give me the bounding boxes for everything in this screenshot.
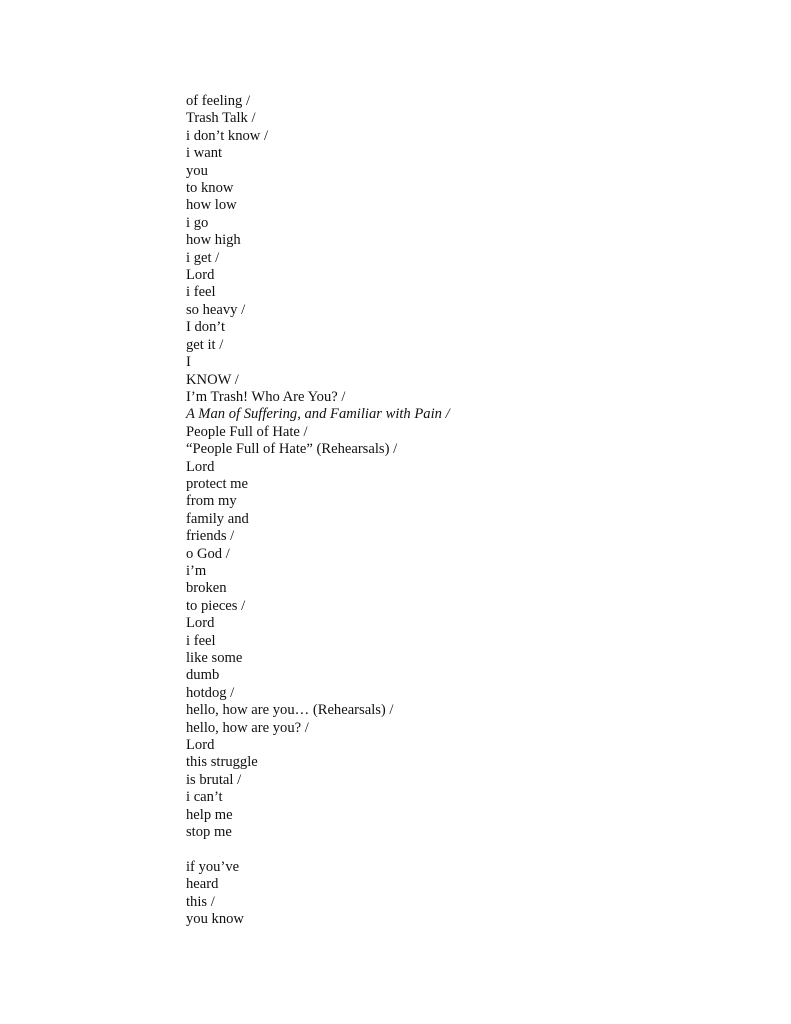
poem-line: this struggle: [186, 754, 258, 771]
poem-line: friends /: [186, 528, 235, 545]
poem-line: i go: [186, 214, 209, 231]
poem-line: I: [186, 354, 191, 371]
poem-line: People Full of Hate /: [186, 423, 308, 440]
poem-line: this /: [186, 893, 215, 910]
poem-line: is brutal /: [186, 771, 242, 788]
poem-line: o God /: [186, 545, 230, 562]
poem-line: i want: [186, 145, 223, 162]
poem-line: you know: [186, 911, 244, 928]
poem-line: I’m Trash! Who Are You? /: [186, 388, 346, 405]
poem-line: how low: [186, 197, 237, 214]
poem-line: hello, how are you… (Rehearsals) /: [186, 702, 394, 719]
poem-line: of feeling /: [186, 93, 251, 109]
poem-line: broken: [186, 580, 227, 597]
poem-line: to know: [186, 180, 234, 197]
poem-line: Trash Talk /: [186, 110, 256, 127]
poem-line: i get /: [186, 249, 220, 266]
poem-line: protect me: [186, 475, 248, 492]
poem-line: like some: [186, 650, 243, 666]
poem-line: i can’t: [186, 789, 223, 806]
poem-line: “People Full of Hate” (Rehearsals) /: [186, 441, 398, 458]
poem-line: Lord: [186, 458, 215, 475]
poem-line: hotdog /: [186, 684, 235, 701]
poem-line: hello, how are you? /: [186, 719, 309, 736]
poem-line: to pieces /: [186, 597, 246, 614]
poem-line: i feel: [186, 632, 216, 649]
poem-text: [186, 93, 450, 929]
poem-line: so heavy /: [186, 301, 246, 318]
poem-line: KNOW /: [186, 371, 239, 388]
poem-line: you: [186, 162, 208, 179]
poem-line: Lord: [186, 737, 215, 754]
poem-line: from my: [186, 493, 237, 510]
poem-line: i feel: [186, 284, 216, 301]
poem-line: A Man of Suffering, and Familiar with Pain /: [186, 406, 450, 423]
poem-line: I don’t: [186, 319, 226, 336]
poem-line: help me: [186, 806, 233, 823]
poem-line: Lord: [186, 615, 215, 632]
poem-line: how high: [186, 232, 241, 249]
poem-line: stop me: [186, 824, 232, 841]
poem-line: heard: [186, 876, 219, 893]
poem-line: i’m: [186, 562, 207, 579]
poem-line: i don’t know /: [186, 127, 269, 144]
poem-line: Lord: [186, 267, 215, 284]
stanza-break: [186, 841, 450, 858]
poem-line: get it /: [186, 336, 224, 353]
poem-line: if you’ve: [186, 858, 240, 875]
poem-line: dumb: [186, 667, 220, 684]
poem-line: family and: [186, 510, 249, 527]
